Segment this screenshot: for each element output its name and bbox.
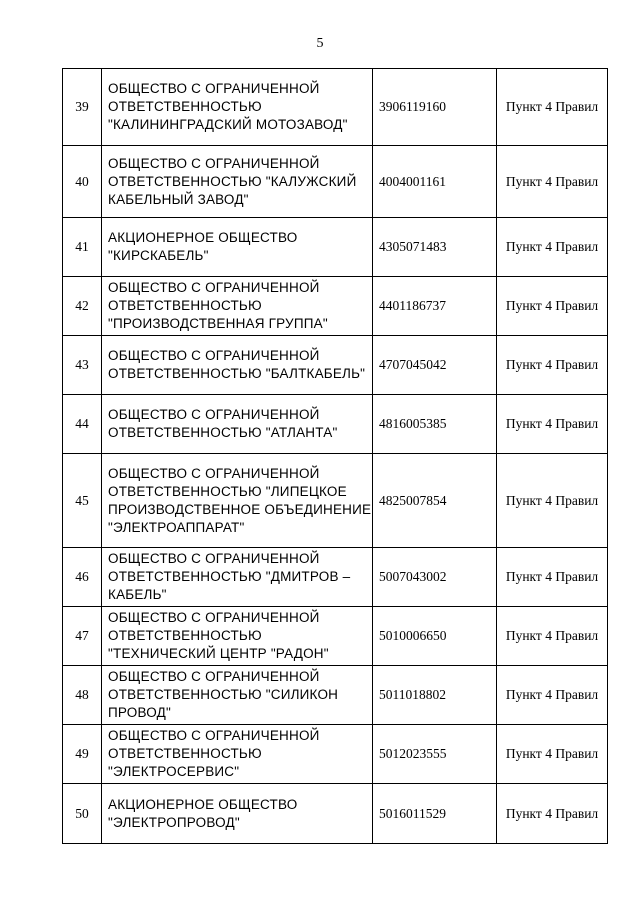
row-number: 45 [63, 454, 102, 548]
inn-value: 4825007854 [373, 454, 497, 548]
row-number: 39 [63, 69, 102, 146]
inn-value: 4305071483 [373, 218, 497, 277]
row-number: 44 [63, 395, 102, 454]
inn-value: 4401186737 [373, 277, 497, 336]
table-row [63, 336, 608, 395]
table-row [63, 69, 608, 146]
basis-value: Пункт 4 Правил [497, 454, 608, 548]
organization-name: АКЦИОНЕРНОЕ ОБЩЕСТВО "ЭЛЕКТРОПРОВОД" [102, 784, 373, 844]
organization-name: ОБЩЕСТВО С ОГРАНИЧЕННОЙ ОТВЕТСТВЕННОСТЬЮ "ДМИТРОВ – КАБЕЛЬ" [102, 548, 373, 607]
inn-value: 4004001161 [373, 146, 497, 218]
inn-value: 5010006650 [373, 607, 497, 666]
basis-value: Пункт 4 Правил [497, 146, 608, 218]
organization-name: ОБЩЕСТВО С ОГРАНИЧЕННОЙ ОТВЕТСТВЕННОСТЬЮ "КАЛИНИНГРАДСКИЙ МОТОЗАВОД" [102, 69, 373, 146]
table-row [63, 607, 608, 666]
organization-name: ОБЩЕСТВО С ОГРАНИЧЕННОЙ ОТВЕТСТВЕННОСТЬЮ "СИЛИКОН ПРОВОД" [102, 666, 373, 725]
inn-value: 5007043002 [373, 548, 497, 607]
organization-name: ОБЩЕСТВО С ОГРАНИЧЕННОЙ ОТВЕТСТВЕННОСТЬЮ "БАЛТКАБЕЛЬ" [102, 336, 373, 395]
basis-value: Пункт 4 Правил [497, 784, 608, 844]
inn-value: 3906119160 [373, 69, 497, 146]
organization-name: ОБЩЕСТВО С ОГРАНИЧЕННОЙ ОТВЕТСТВЕННОСТЬЮ "ЭЛЕКТРОСЕРВИС" [102, 725, 373, 784]
table-row [63, 146, 608, 218]
table-row [63, 784, 608, 844]
basis-value: Пункт 4 Правил [497, 69, 608, 146]
page-number: 5 [316, 36, 324, 51]
basis-value: Пункт 4 Правил [497, 607, 608, 666]
organization-name: ОБЩЕСТВО С ОГРАНИЧЕННОЙ ОТВЕТСТВЕННОСТЬЮ "ТЕХНИЧЕСКИЙ ЦЕНТР "РАДОН" [102, 607, 373, 666]
basis-value: Пункт 4 Правил [497, 395, 608, 454]
row-number: 46 [63, 548, 102, 607]
row-number: 50 [63, 784, 102, 844]
inn-value: 4816005385 [373, 395, 497, 454]
organization-name: ОБЩЕСТВО С ОГРАНИЧЕННОЙ ОТВЕТСТВЕННОСТЬЮ "ЛИПЕЦКОЕ ПРОИЗВОДСТВЕННОЕ ОБЪЕДИНЕНИЕ "ЭЛЕКТРОАППАРАТ" [102, 454, 373, 548]
basis-value: Пункт 4 Правил [497, 548, 608, 607]
basis-value: Пункт 4 Правил [497, 336, 608, 395]
basis-value: Пункт 4 Правил [497, 277, 608, 336]
row-number: 41 [63, 218, 102, 277]
row-number: 40 [63, 146, 102, 218]
table-row [63, 454, 608, 548]
inn-value: 5011018802 [373, 666, 497, 725]
inn-value: 5016011529 [373, 784, 497, 844]
inn-value: 4707045042 [373, 336, 497, 395]
organizations-table [62, 68, 608, 844]
table-row [63, 277, 608, 336]
row-number: 48 [63, 666, 102, 725]
basis-value: Пункт 4 Правил [497, 218, 608, 277]
inn-value: 5012023555 [373, 725, 497, 784]
table-row [63, 395, 608, 454]
table-row [63, 725, 608, 784]
table-row [63, 666, 608, 725]
organization-name: АКЦИОНЕРНОЕ ОБЩЕСТВО "КИРСКАБЕЛЬ" [102, 218, 373, 277]
organization-name: ОБЩЕСТВО С ОГРАНИЧЕННОЙ ОТВЕТСТВЕННОСТЬЮ "АТЛАНТА" [102, 395, 373, 454]
row-number: 47 [63, 607, 102, 666]
row-number: 43 [63, 336, 102, 395]
organization-name: ОБЩЕСТВО С ОГРАНИЧЕННОЙ ОТВЕТСТВЕННОСТЬЮ "ПРОИЗВОДСТВЕННАЯ ГРУППА" [102, 277, 373, 336]
table-row [63, 548, 608, 607]
organization-name: ОБЩЕСТВО С ОГРАНИЧЕННОЙ ОТВЕТСТВЕННОСТЬЮ "КАЛУЖСКИЙ КАБЕЛЬНЫЙ ЗАВОД" [102, 146, 373, 218]
table-row [63, 218, 608, 277]
basis-value: Пункт 4 Правил [497, 725, 608, 784]
row-number: 42 [63, 277, 102, 336]
basis-value: Пункт 4 Правил [497, 666, 608, 725]
row-number: 49 [63, 725, 102, 784]
